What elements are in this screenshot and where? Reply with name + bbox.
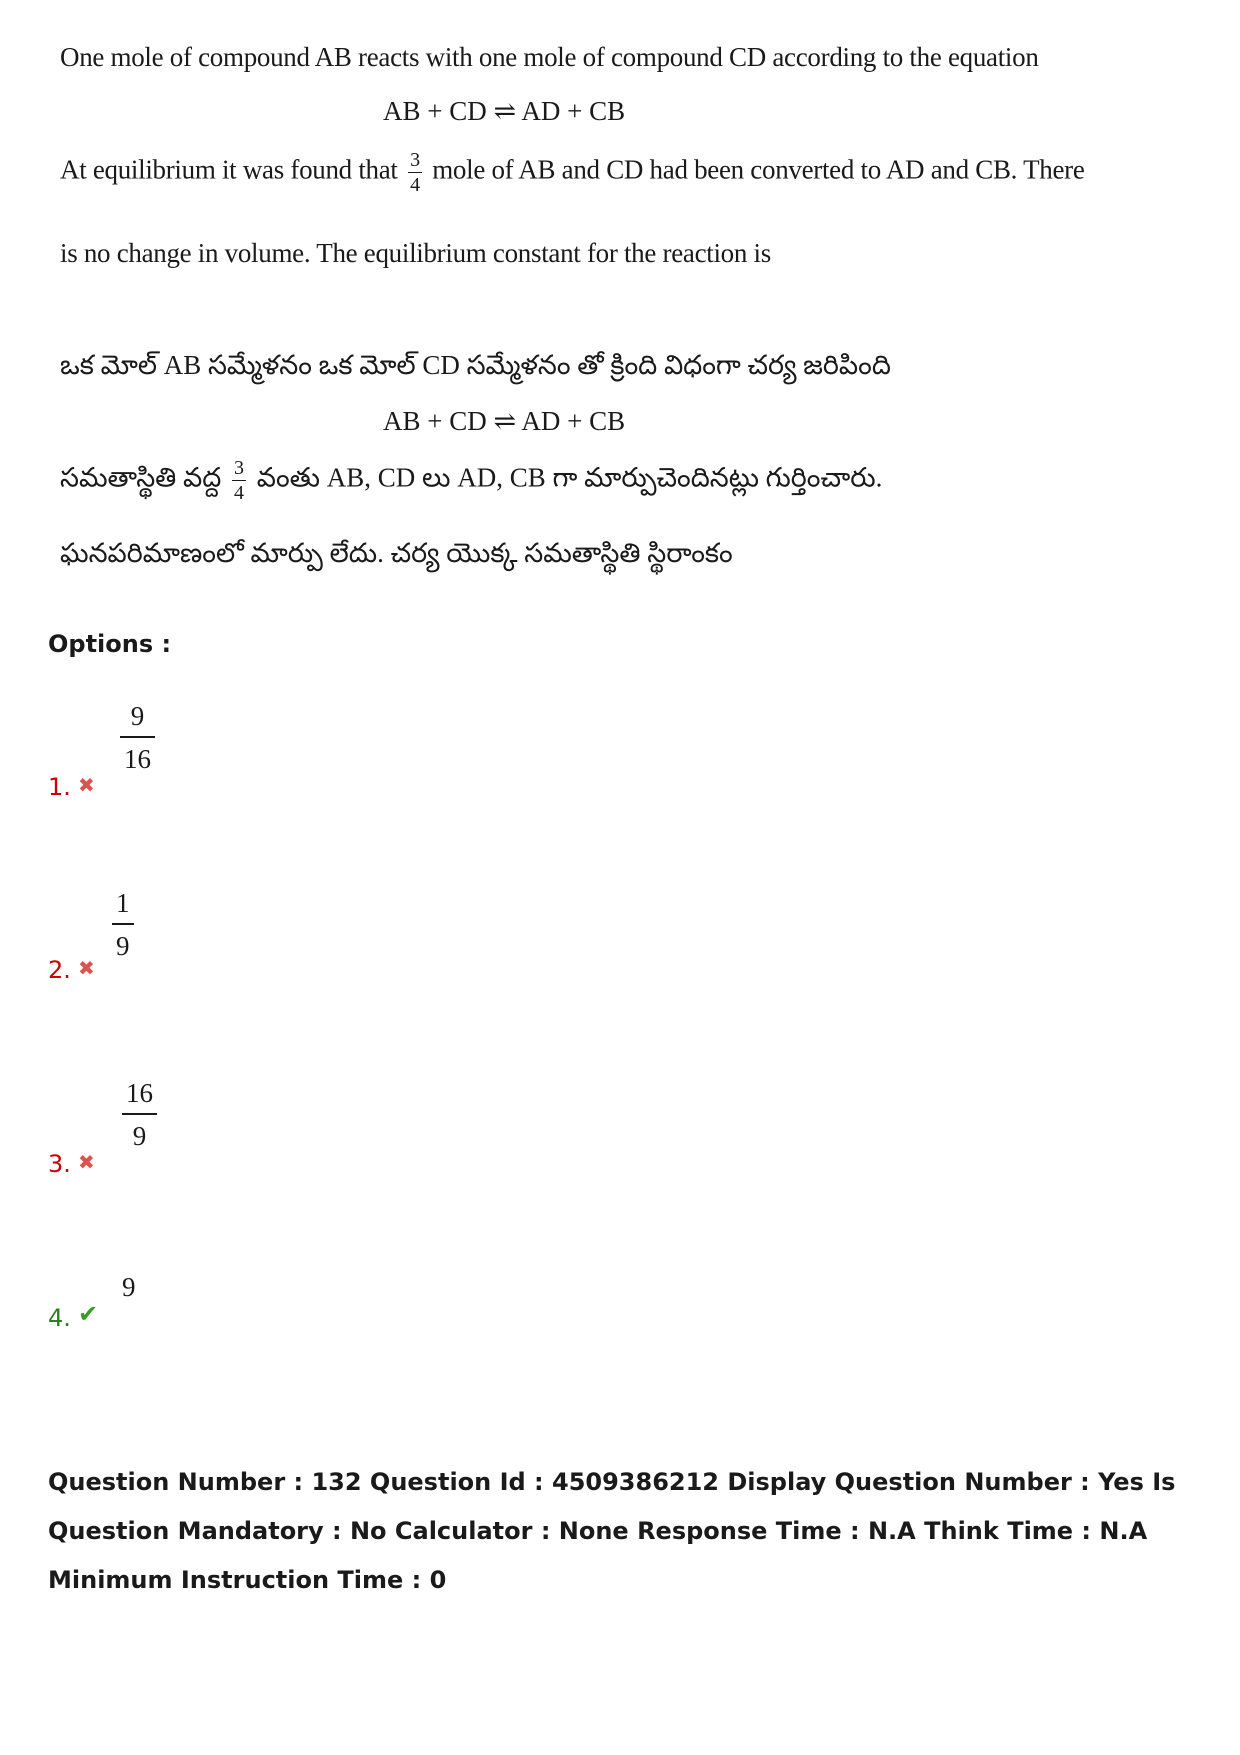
question-telugu-line-2 — [60, 458, 882, 503]
option-numerator: 1 — [112, 890, 134, 925]
option-denominator: 9 — [116, 931, 130, 961]
option-1[interactable] — [48, 695, 648, 815]
option-numerator: 9 — [120, 703, 155, 738]
option-numerator: 16 — [122, 1080, 157, 1115]
question-telugu-line-1: ఒక మోల్ AB సమ్మేళనం ఒక మోల్ CD సమ్మేళనం తో క్రింది విధంగా చర్య జరిపింది — [60, 350, 891, 380]
telugu-fraction-numerator: 3 — [234, 457, 245, 479]
question-equation: AB + CD ⇌ AD + CB — [383, 96, 626, 126]
option-denominator: 16 — [124, 744, 151, 774]
cross-icon: ✖ — [78, 775, 95, 797]
question-metadata: Question Number : 132 Question Id : 4509386212 Display Question Number : Yes Is Question Mandatory : No Calculator : None Response Time : N.A Think Time : N.A Minimum Instruction Time : 0 — [48, 1468, 1176, 1594]
question-telugu-equation: AB + CD ⇌ AD + CB — [383, 406, 626, 436]
question-telugu-line-2-pre: సమతాస్థితి వద్ద — [60, 462, 222, 493]
option-number: 1. — [48, 773, 71, 801]
option-4[interactable] — [48, 1270, 648, 1390]
option-denominator: 9 — [132, 1121, 147, 1151]
option-3[interactable] — [48, 1072, 648, 1192]
question-telugu-line-3: ఘనపరిమాణంలో మార్పు లేదు. చర్య యొక్క సమతాస్థితి స్థిరాంకం — [60, 538, 733, 568]
telugu-three-quarter-fraction — [232, 458, 246, 503]
question-english-line-2-post: mole of AB and CD had been converted to AD and CB. There — [432, 154, 1085, 185]
fraction-denominator: 4 — [410, 174, 420, 196]
question-statement — [48, 38, 1085, 598]
three-quarter-fraction — [408, 150, 422, 195]
options-heading: Options : — [48, 630, 172, 658]
option-fraction — [120, 703, 155, 773]
check-icon: ✔ — [78, 1302, 99, 1328]
cross-icon: ✖ — [78, 958, 95, 980]
option-number: 4. — [48, 1304, 71, 1332]
cross-icon: ✖ — [78, 1152, 95, 1174]
question-english-line-1: One mole of compound AB reacts with one mole of compound CD according to the equation — [60, 42, 1039, 72]
telugu-fraction-denominator: 4 — [234, 482, 245, 504]
question-telugu-line-2-post: వంతు AB, CD లు AD, CB గా మార్పుచెందినట్లు గుర్తించారు. — [256, 462, 883, 493]
option-fraction — [112, 890, 134, 960]
option-fraction — [122, 1080, 157, 1150]
option-2[interactable] — [48, 882, 648, 1002]
question-english-line-3: is no change in volume. The equilibrium constant for the reaction is — [60, 238, 771, 268]
option-number: 2. — [48, 956, 71, 984]
question-english-line-2 — [60, 150, 1085, 195]
question-english-line-2-pre: At equilibrium it was found that — [60, 154, 398, 185]
option-number: 3. — [48, 1150, 71, 1178]
option-value: 9 — [122, 1272, 136, 1302]
fraction-numerator: 3 — [410, 149, 420, 171]
